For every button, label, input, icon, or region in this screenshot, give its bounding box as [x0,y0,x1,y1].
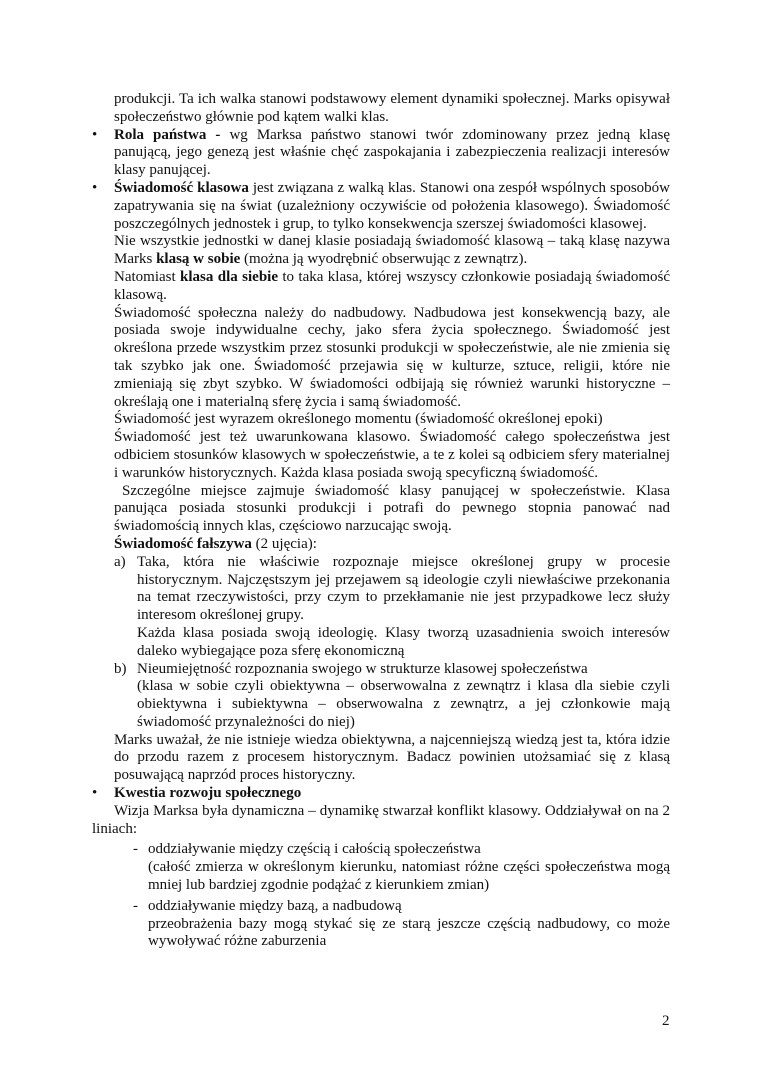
text-run: Świadomość jest wyrazem określonego momentu (świadomość określonej epoki) [114,411,603,428]
text-run: Świadomość społeczna należy do nadbudowy. Nadbudowa jest konsekwencją bazy, ale posiada swoje indywidualne cechy, jako sfera życia społecznego. Świadomość jest określona przede wszystkim przez stosunki produkcji w społeczeństwie, ale nie zmienia się tak szybko jak one. Świadomość przejawia się w kulturze, sztuce, religii, które nie zmieniają się zbyt szybko. W świadomości odbijają się również warunki historyczne – określają one i materialną sferę życia i samą świadomość. [114,304,670,410]
bullet-item [92,126,670,180]
lettered-item [114,553,670,625]
list-marker: a) [114,553,126,570]
paragraph [114,732,670,785]
bullet-item [92,179,670,233]
text-run: Taka, która nie właściwie rozpoznaje miejsce określonej grupy w procesie historycznym. Najczęstszym jej przejawem są ideologie czyli niewłaściwe przekonania na temat rzeczywistości, przy czym to przekłamanie nie jest przypadkowe lecz służy interesom określonej grupy. [137,553,670,624]
text-run: (2 ujęcia): [251,535,317,552]
text-run: Każda klasa posiada swoją ideologię. Klasy tworzą uzasadnienia swoich interesów daleko wybiegające poza sferę ekonomiczną [137,624,670,659]
paragraph [114,536,670,554]
text-run: przeobrażenia bazy mogą stykać się ze starą jeszcze częścią nadbudowy, co może wywoływać różne zaburzenia [148,915,670,950]
bold-term: klasa dla siebie [180,268,278,285]
text-run: Natomiast [114,268,181,285]
text-run: jest związana z walką klas. Stanowi ona zespół wspólnych sposobów zapatrywania się na świat (uzależniony oczywiście od położenia klasowego). Świadomość poszczególnych jednostek i grup, to tylko konsekwencja szerszej świadomości klasowej. [114,179,670,232]
list-marker: - [133,897,138,914]
paragraph [114,91,670,127]
text-run: Marks uważał, że nie istnieje wiedza obiektywna, a najcenniejszą wiedzą jest ta, która idzie do przodu razem z procesem historycznym. Badacz powinien utożsamiać się z klasą posuwającą naprzód proces historyczny. [114,731,670,784]
paragraph [114,429,670,482]
bullet-icon: • [92,785,98,802]
bullet-icon: • [92,126,98,143]
document-body [0,91,760,951]
paragraph [92,803,670,839]
text-run: (całość zmierza w określonym kierunku, natomiast różne części społeczeństwa mogą mniej lub bardziej zgodnie podążać z kierunkiem zmian) [148,859,670,894]
dash-item [133,841,670,859]
lettered-item [137,678,670,731]
paragraph [114,233,670,269]
bold-term: Świadomość fałszywa [114,535,252,552]
text-run: (klasa w sobie czyli obiektywna – obserwowalna z zewnątrz i klasa dla siebie czyli obiektywna i subiektywna – obserwowalna z zewnątrz, a jej członkowie mają świadomość przynależności do niej) [137,678,670,730]
page-number: 2 [662,1013,670,1029]
paragraph [114,411,670,429]
paragraph [114,269,670,305]
text-run: Nie wszystkie jednostki w danej klasie posiadają świadomość klasową – taką klasę nazywa Marks [114,233,670,268]
text-run: Szczególne miejsce zajmuje świadomość klasy panującej w społeczeństwie. Klasa panująca posiada stosunki produkcji i potrafi do pewnego stopnia panować nad świadomością innych klas, częściowo narzucając swoją. [114,482,670,535]
dash-item [148,859,670,895]
list-marker: b) [114,660,127,677]
dash-item [148,916,670,952]
paragraph [114,483,670,536]
text-run: produkcji. Ta ich walka stanowi podstawowy element dynamiki społecznej. Marks opisywał społeczeństwo głównie pod kątem walki klas. [114,91,670,125]
bullet-icon: • [92,179,98,196]
text-run: Świadomość jest też uwarunkowana klasowo. Świadomość całego społeczeństwa jest odbiciem stosunków klasowych w społeczeństwie, a te z kolei są odbiciem sfery materialnej i warunków historycznych. Każda klasa posiada swoją specyficzną świadomość. [114,429,670,481]
list-marker: - [133,841,138,858]
bullet-item [92,785,670,803]
lettered-item [137,625,670,661]
text-run: (można ją wyodrębnić obserwując z zewnątrz). [240,251,528,268]
bold-term: klasą w sobie [156,251,241,268]
bold-term: Kwestia rozwoju społecznego [114,785,302,802]
text-run: Nieumiejętność rozpoznania swojego w strukturze klasowej społeczeństwa [137,660,588,677]
text-run: to taka klasa, której wszyscy członkowie posiadają świadomość klasową. [114,268,671,303]
dash-item [133,897,670,916]
text-run: oddziaływanie między częścią i całością społeczeństwa [148,841,481,858]
text-run: wg Marksa państwo stanowi twór zdominowany przez jedną klasę panującą, jego genezą jest właśnie chęć zaspokajania i zabezpieczenia realizacji interesów klasy panującej. [114,126,670,179]
text-run: Wizja Marksa była dynamiczna – dynamikę stwarzał konflikt klasowy. Oddziaływał on na 2 liniach: [92,802,670,837]
bold-term: Rola państwa - [114,126,221,143]
text-run: oddziaływanie między bazą, a nadbudową [148,897,402,914]
lettered-item [114,660,670,679]
paragraph [114,305,670,412]
bold-term: Świadomość klasowa [114,179,249,196]
